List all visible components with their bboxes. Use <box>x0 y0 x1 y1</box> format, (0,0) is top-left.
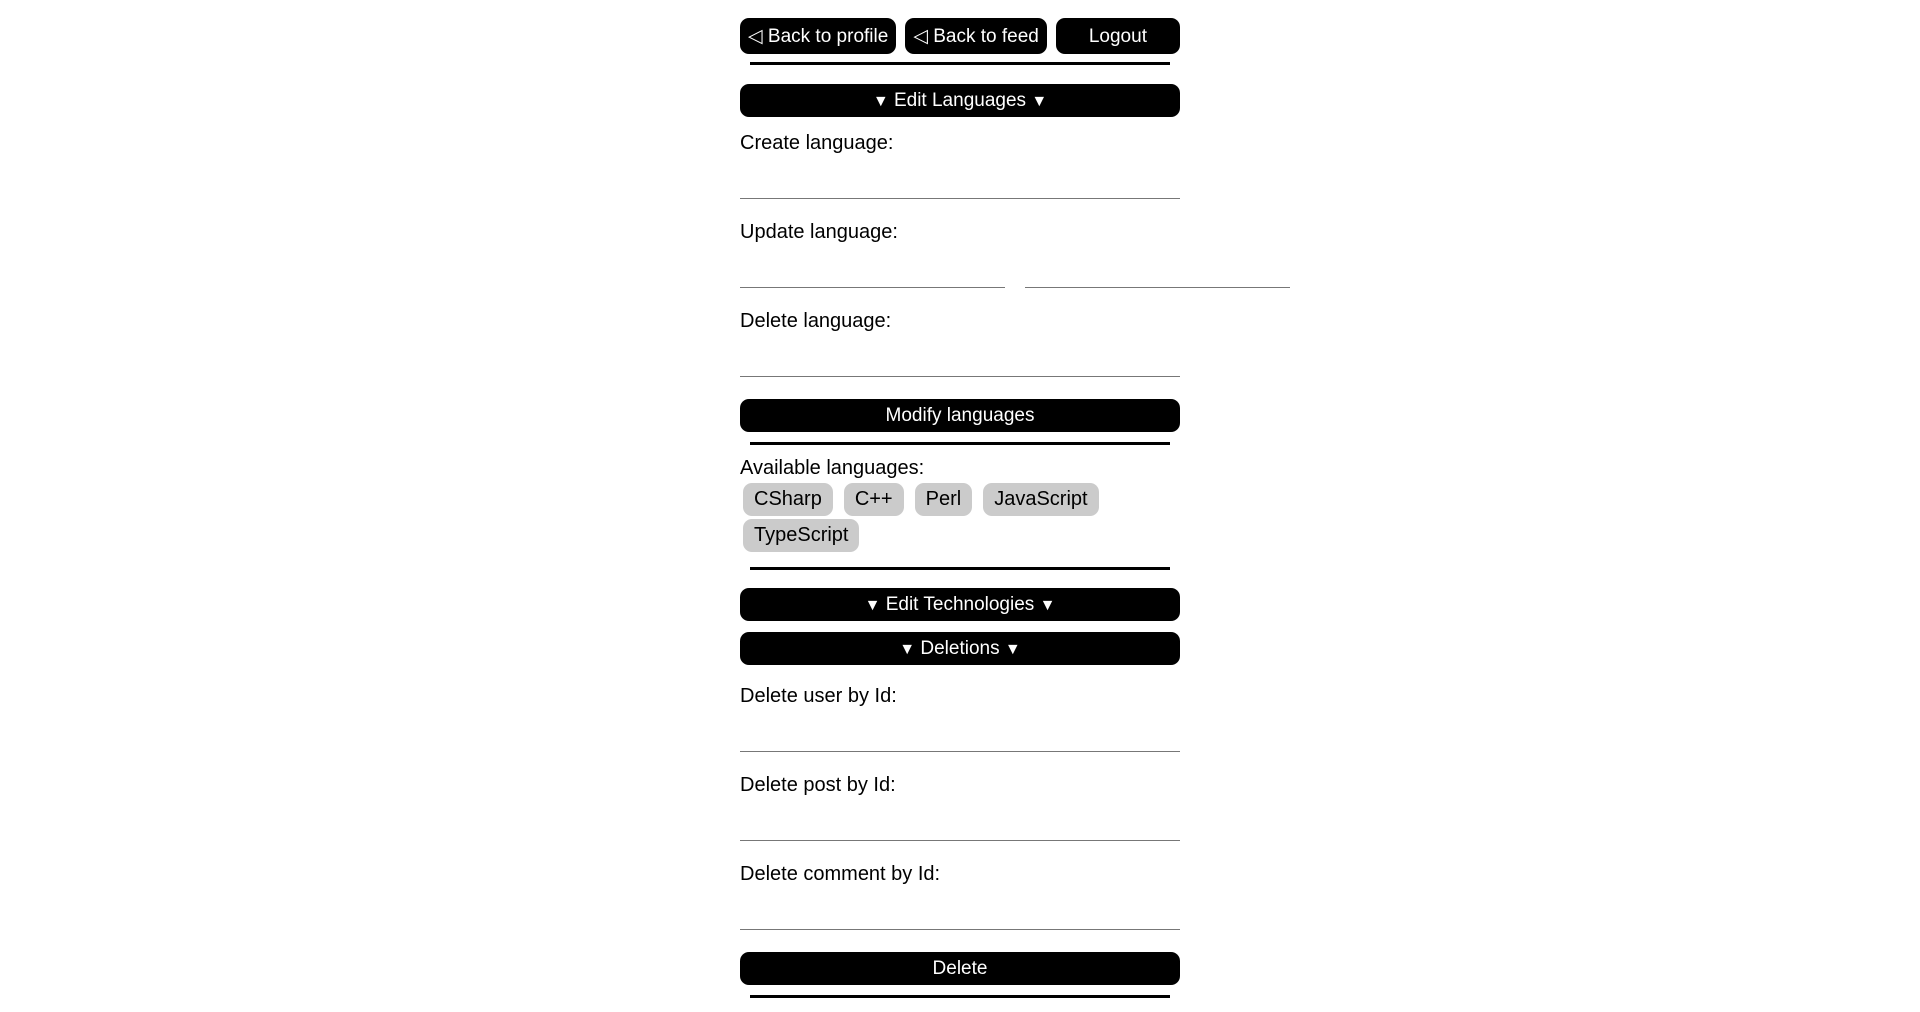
back-triangle-icon: ◁ <box>748 25 763 47</box>
chevron-down-icon: ▼ <box>1039 597 1056 614</box>
delete-user-id-input[interactable] <box>740 708 1180 752</box>
chevron-down-icon: ▼ <box>1004 641 1021 658</box>
update-language-field <box>740 221 1180 288</box>
update-language-inputs <box>740 244 1180 288</box>
section-divider <box>750 567 1170 570</box>
edit-languages-toggle-label: Edit Languages <box>893 90 1027 111</box>
delete-comment-field <box>740 863 1180 930</box>
create-language-field <box>740 132 1180 199</box>
logout-label: Logout <box>1088 25 1147 47</box>
back-to-profile-button[interactable] <box>740 18 896 54</box>
language-tag: TypeScript <box>743 519 859 552</box>
back-to-feed-label: Back to feed <box>933 25 1039 47</box>
delete-post-id-input[interactable] <box>740 797 1180 841</box>
main-column <box>740 0 1180 998</box>
chevron-down-icon: ▼ <box>872 93 889 110</box>
delete-language-field <box>740 310 1180 377</box>
back-to-feed-button[interactable] <box>905 18 1047 54</box>
top-button-row <box>740 18 1180 54</box>
available-languages-label: Available languages: <box>740 457 925 479</box>
modify-languages-button[interactable]: Modify languages <box>740 399 1180 432</box>
chevron-down-icon: ▼ <box>1031 93 1048 110</box>
delete-post-field <box>740 774 1180 841</box>
create-language-label: Create language: <box>740 132 894 154</box>
edit-technologies-toggle[interactable] <box>740 588 1180 621</box>
deletions-toggle-label: Deletions <box>920 638 1000 659</box>
delete-comment-label: Delete comment by Id: <box>740 863 941 885</box>
delete-user-label: Delete user by Id: <box>740 685 897 707</box>
language-tag-row <box>740 519 1180 552</box>
section-divider <box>750 995 1170 998</box>
logout-button[interactable] <box>1056 18 1180 54</box>
delete-comment-id-input[interactable] <box>740 886 1180 930</box>
delete-language-input[interactable] <box>740 333 1180 377</box>
language-tag: JavaScript <box>983 483 1098 516</box>
section-divider <box>750 62 1170 65</box>
back-triangle-icon: ◁ <box>913 25 928 47</box>
chevron-down-icon: ▼ <box>899 641 916 658</box>
deletions-toggle[interactable] <box>740 632 1180 665</box>
update-language-label: Update language: <box>740 221 898 243</box>
language-tag: C++ <box>844 483 904 516</box>
create-language-input[interactable] <box>740 155 1180 199</box>
update-language-to-input[interactable] <box>1025 244 1290 288</box>
chevron-down-icon: ▼ <box>864 597 881 614</box>
delete-post-label: Delete post by Id: <box>740 774 896 796</box>
delete-button[interactable]: Delete <box>740 952 1180 985</box>
delete-language-label: Delete language: <box>740 310 892 332</box>
update-language-from-input[interactable] <box>740 244 1005 288</box>
edit-technologies-toggle-label: Edit Technologies <box>885 594 1035 615</box>
edit-languages-toggle[interactable] <box>740 84 1180 117</box>
delete-user-field <box>740 685 1180 752</box>
language-tag: CSharp <box>743 483 833 516</box>
section-divider <box>750 442 1170 445</box>
language-tag: Perl <box>915 483 973 516</box>
back-to-profile-label: Back to profile <box>767 25 889 47</box>
language-tag-row <box>740 483 1180 516</box>
